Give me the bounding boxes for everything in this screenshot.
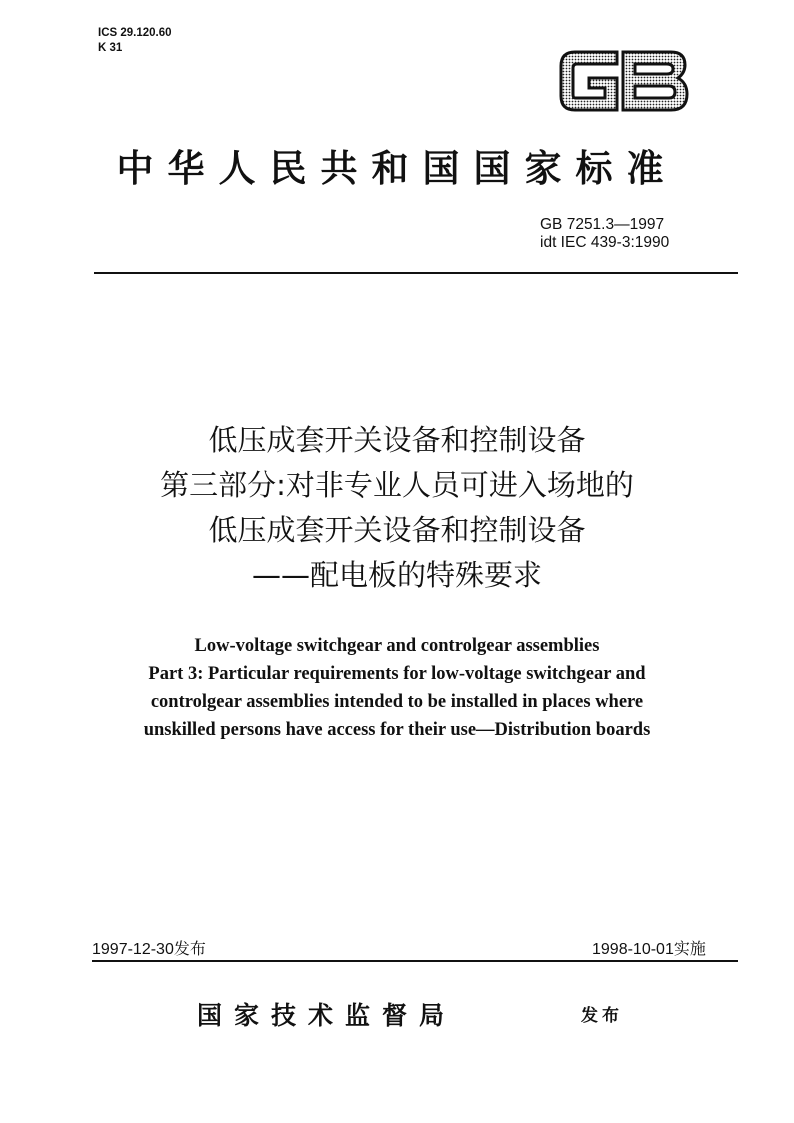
chinese-title-line: ——配电板的特殊要求 [251,558,542,592]
english-title-line: controlgear assemblies intended to be installed in places where [150,692,644,712]
ics-code: ICS 29.120.60 [98,27,172,39]
english-title-line: Low-voltage switchgear and controlgear assemblies [194,636,600,656]
footer-divider [92,960,738,962]
standard-equivalence: idt IEC 439-3:1990 [540,234,670,251]
standard-number: GB 7251.3—1997 [540,216,665,233]
english-title [0,632,794,744]
chinese-title-line: 第三部分:对非专业人员可进入场地的 [160,468,634,502]
chinese-title-line: 低压成套开关设备和控制设备 [208,423,586,457]
national-standard-title: 中华人民共和国国家标准 [116,146,678,190]
ccs-code: K 31 [98,42,123,54]
issuing-authority: 国家技术监督局 [197,1001,457,1030]
english-title-line: Part 3: Particular requirements for low-voltage switchgear and [148,664,646,684]
classification-codes [98,26,172,56]
english-title-line: unskilled persons have access for their use—Distribution boards [143,720,651,740]
publish-label: 发布 [581,1006,623,1026]
chinese-title [0,418,794,598]
header-divider [94,272,738,274]
gb-logo [553,40,693,120]
issue-date: 1997-12-30发布 [92,941,206,958]
standard-code-block [540,216,669,252]
chinese-title-line: 低压成套开关设备和控制设备 [208,513,586,547]
implementation-date: 1998-10-01实施 [592,941,706,958]
